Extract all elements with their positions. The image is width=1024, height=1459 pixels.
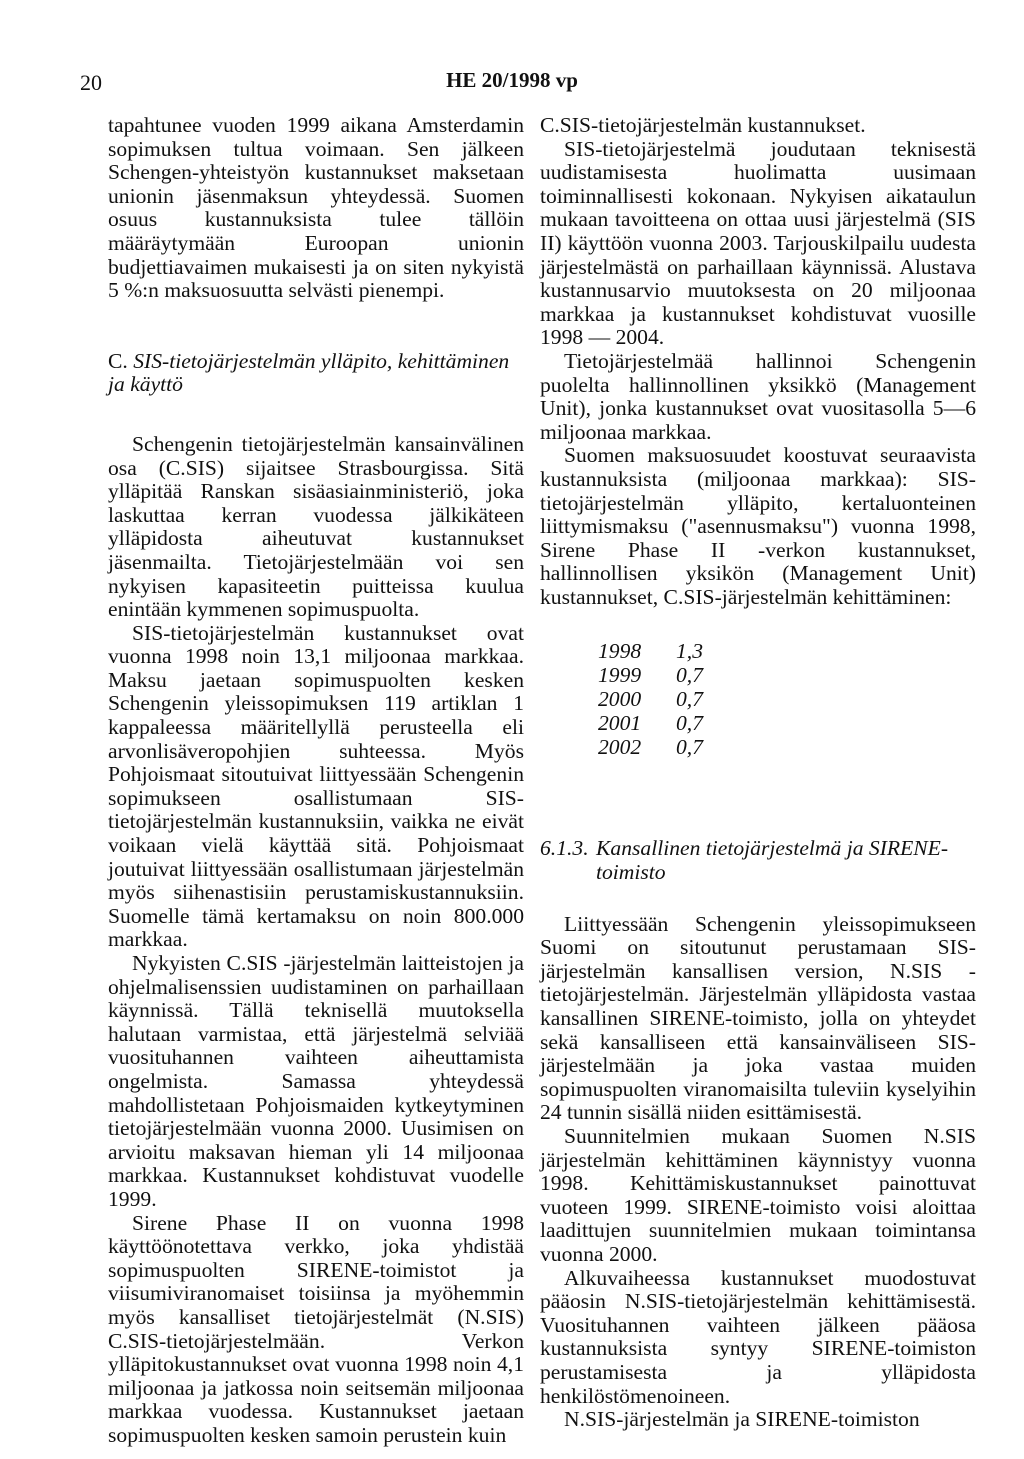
paragraph: Tietojärjestelmää hallinnoi Schengenin puolelta hallinnollinen yksikkö (Management Unit), jonka kustannukset ovat vuositasolla 5—6 miljoonaa markkaa.	[540, 348, 976, 444]
paragraph: N.SIS-järjestelmän ja SIRENE-toimiston	[564, 1407, 920, 1432]
cost-value: 0,7	[676, 711, 703, 736]
cost-year: 2002	[598, 735, 642, 760]
cost-value: 0,7	[676, 687, 703, 712]
cost-value: 1,3	[676, 639, 703, 664]
paragraph: Suomen maksuosuudet koostuvat seuraavista kustannuksista (miljoonaa markkaa): SIS- tietojärjestelmän ylläpito, kertaluonteinen liittymismaksu ("asennusmaksu") vuonna 1998, Sirene Phase II -verkon kustannukset, hallinnollisen yksikön (Management Unit) kustannukset, C.SIS-järjestelmän kehittäminen:	[540, 443, 976, 609]
paragraph: Suunnitelmien mukaan Suomen N.SIS järjestelmän kehittäminen käynnistyy vuonna 1998. Kehittämiskustannukset painottuvat vuoteen 1999. SIRENE-toimisto voisi aloittaa laadittujen suunnitelmien mukaan toimintansa vuonna 2000.	[540, 1124, 976, 1266]
cost-year: 1998	[598, 639, 642, 664]
page-number: 20	[80, 70, 102, 95]
section-heading	[108, 350, 524, 397]
cost-value: 0,7	[676, 663, 703, 688]
cost-value: 0,7	[676, 735, 703, 760]
paragraph: tapahtunee vuoden 1999 aikana Amsterdamin sopimuksen tultua voimaan. Sen jälkeen Schengen-yhteistyön kustannukset maksetaan unionin jäsenmaksun yhteydessä. Suomen osuus kustannuksista tulee tällöin määräytymään Euroopan unionin budjettiavaimen mukaisesti ja on siten nykyistä 5 %:n maksuosuutta selvästi pienempi.	[108, 113, 524, 303]
paragraph: Nykyisten C.SIS -järjestelmän laitteistojen ja ohjelmalisenssien uudistaminen on parhaillaan käynnissä. Tällä teknisellä muutoksella halutaan varmistaa, että järjestelmä selviää vuosituhannen vaihteen aiheuttamista ongelmista. Samassa yhteydessä mahdollistetaan Pohjoismaiden kytkeytyminen tietojärjestelmään vuonna 2000. Uusimisen on arvioitu maksavan hieman yli 14 miljoonaa markkaa. Kustannukset kohdistuvat vuodelle 1999.	[108, 951, 524, 1211]
paragraph: Liittyessään Schengenin yleissopimukseen Suomi on sitoutunut perustamaan SIS-järjestelmän kansallisen version, N.SIS -tietojärjestelmän. Järjestelmän ylläpidosta vastaa kansallinen SIRENE-toimisto, jolla on yhteydet sekä kansalliseen että kansainväliseen SIS-järjestelmään ja joka vastaa muiden sopimuspuolten viranomaisilta tuleviin kyselyihin 24 tunnin sisällä niiden esittämisestä.	[540, 911, 976, 1125]
paragraph: C.SIS-tietojärjestelmän kustannukset.	[540, 113, 866, 137]
cost-row	[598, 663, 976, 687]
paragraph: Sirene Phase II on vuonna 1998 käyttöönotettava verkko, joka yhdistää sopimuspuolten SIRENE-toimistot ja viisumiviranomaiset toisiinsa ja myöhemmin myös kansalliset tietojärjestelmät (N.SIS) C.SIS-tietojärjestelmään. Verkon ylläpitokustannukset ovat vuonna 1998 noin 4,1 miljoonaa ja jatkossa noin seitsemän miljoonaa markkaa vuodessa. Kustannukset jaetaan sopimuspuolten kesken samoin perustein kuin	[108, 1210, 524, 1447]
cost-row	[598, 687, 976, 711]
paragraph: SIS-tietojärjestelmä joudutaan teknisestä uudistamisesta huolimatta uusimaan toiminnallisesti kokonaan. Nykyisen aikataulun mukaan tavoitteena on ottaa uusi järjestelmä (SIS II) käyttöön vuonna 2003. Tarjouskilpailu uudesta järjestelmästä on parhaillaan käynnissä. Alustava kustannusarvio muutoksesta on 20 miljoonaa markkaa ja kustannukset kohdistuvat vuosille 1998 — 2004.	[540, 136, 976, 350]
cost-year: 2000	[598, 687, 642, 712]
subsection-heading	[540, 837, 976, 884]
paragraph: Schengenin tietojärjestelmän kansainvälinen osa (C.SIS) sijaitsee Strasbourgissa. Sitä ylläpitää Ranskan sisäasiainministeriö, joka laskuttaa kerran vuodessa jälkikäteen ylläpidosta aiheutuvat kustannukset jäsenmailta. Tietojärjestelmään voi sen nykyisen kapasiteetin puitteissa kuulua enintään kymmenen sopimuspuolta.	[108, 431, 524, 622]
paragraph: Alkuvaiheessa kustannukset muodostuvat pääosin N.SIS-tietojärjestelmän kehittämisestä. Vuosituhannen vaihteen jälkeen pääosa kustannuksista syntyy SIRENE-toimiston perustamisesta ja ylläpidosta henkilöstömenoineen.	[540, 1265, 976, 1408]
subsection-number: 6.1.3.	[540, 836, 589, 861]
left-column	[108, 114, 524, 1447]
cost-year: 1999	[598, 663, 642, 688]
cost-table	[598, 639, 976, 759]
running-header: HE 20/1998 vp	[446, 68, 578, 92]
cost-row	[598, 735, 976, 759]
cost-row	[598, 639, 976, 663]
cost-row	[598, 711, 976, 735]
paragraph: SIS-tietojärjestelmän kustannukset ovat vuonna 1998 noin 13,1 miljoonaa markkaa. Maksu jaetaan sopimuspuolten kesken Schengenin yleissopimuksen 119 artiklan 1 kappaleessa määritellyllä perusteella eli arvonlisäveropohjien suhteessa. Myös Pohjoismaat sitoutuivat liittyessään Schengenin sopimukseen osallistumaan SIS-tietojärjestelmän kustannuksiin, vaikka ne eivät voikaan vielä käyttää sitä. Pohjoismaat joutuivat liittyessään osallistumaan järjestelmän myös siihenastisiin perustamiskustannuksiin. Suomelle tämä kertamaksu on noin 800.000 markkaa.	[108, 620, 524, 952]
subsection-title: Kansallinen tietojärjestelmä ja SIRENE-toimisto	[596, 836, 949, 885]
section-heading-text: SIS-tietojärjestelmän ylläpito, kehittäminen ja käyttö	[108, 348, 510, 397]
right-column	[540, 114, 976, 1432]
section-heading-prefix: C.	[108, 348, 128, 373]
cost-year: 2001	[598, 711, 642, 736]
